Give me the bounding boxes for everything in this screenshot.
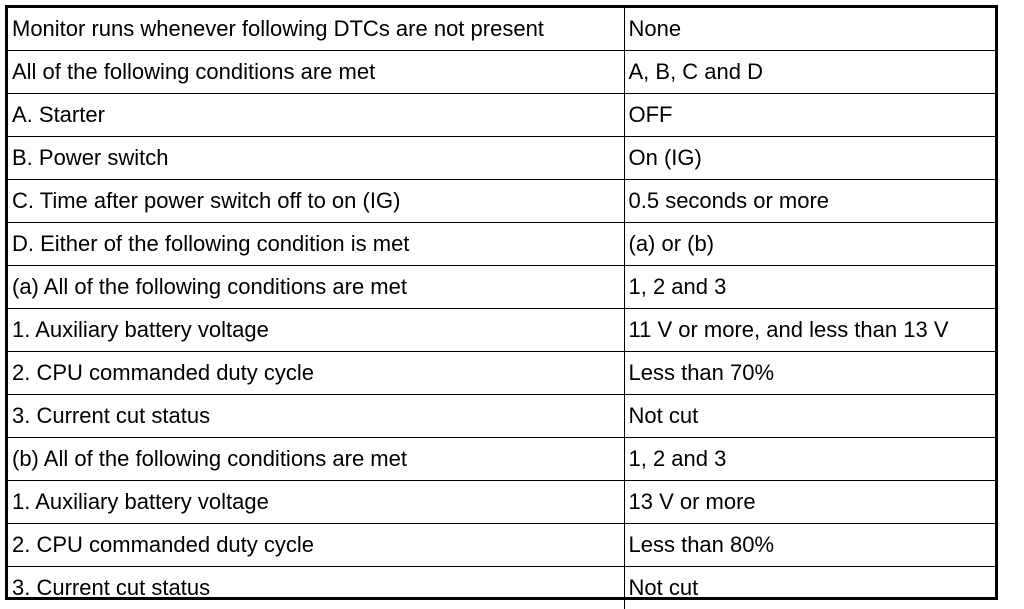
value-cell: Less than 80% [624,524,995,567]
condition-cell: 1. Auxiliary battery voltage [8,481,624,524]
value-cell: A, B, C and D [624,51,995,94]
table-row [8,438,995,481]
table-row [8,180,995,223]
condition-cell: (b) All of the following conditions are met [8,438,624,481]
table-row [8,51,995,94]
table-row [8,352,995,395]
value-cell: Less than 70% [624,352,995,395]
table-row [8,481,995,524]
table-row [8,567,995,609]
monitor-conditions-table [8,8,995,609]
table-row [8,309,995,352]
value-cell: 11 V or more, and less than 13 V [624,309,995,352]
value-cell: Not cut [624,395,995,438]
table-row [8,395,995,438]
table-row [8,266,995,309]
condition-cell: 1. Auxiliary battery voltage [8,309,624,352]
table-row [8,223,995,266]
table-row [8,524,995,567]
condition-cell: A. Starter [8,94,624,137]
condition-cell: Monitor runs whenever following DTCs are not present [8,8,624,51]
condition-cell: 2. CPU commanded duty cycle [8,352,624,395]
value-cell: Not cut [624,567,995,609]
condition-cell: D. Either of the following condition is met [8,223,624,266]
condition-cell: All of the following conditions are met [8,51,624,94]
table-row [8,8,995,51]
condition-cell: C. Time after power switch off to on (IG) [8,180,624,223]
condition-cell: (a) All of the following conditions are met [8,266,624,309]
table-row [8,94,995,137]
condition-cell: 3. Current cut status [8,395,624,438]
condition-cell: 3. Current cut status [8,567,624,609]
value-cell: 1, 2 and 3 [624,438,995,481]
conditions-table-frame [5,5,998,600]
condition-cell: B. Power switch [8,137,624,180]
value-cell: OFF [624,94,995,137]
value-cell: 13 V or more [624,481,995,524]
table-row [8,137,995,180]
value-cell: (a) or (b) [624,223,995,266]
condition-cell: 2. CPU commanded duty cycle [8,524,624,567]
value-cell: None [624,8,995,51]
value-cell: 0.5 seconds or more [624,180,995,223]
value-cell: 1, 2 and 3 [624,266,995,309]
value-cell: On (IG) [624,137,995,180]
